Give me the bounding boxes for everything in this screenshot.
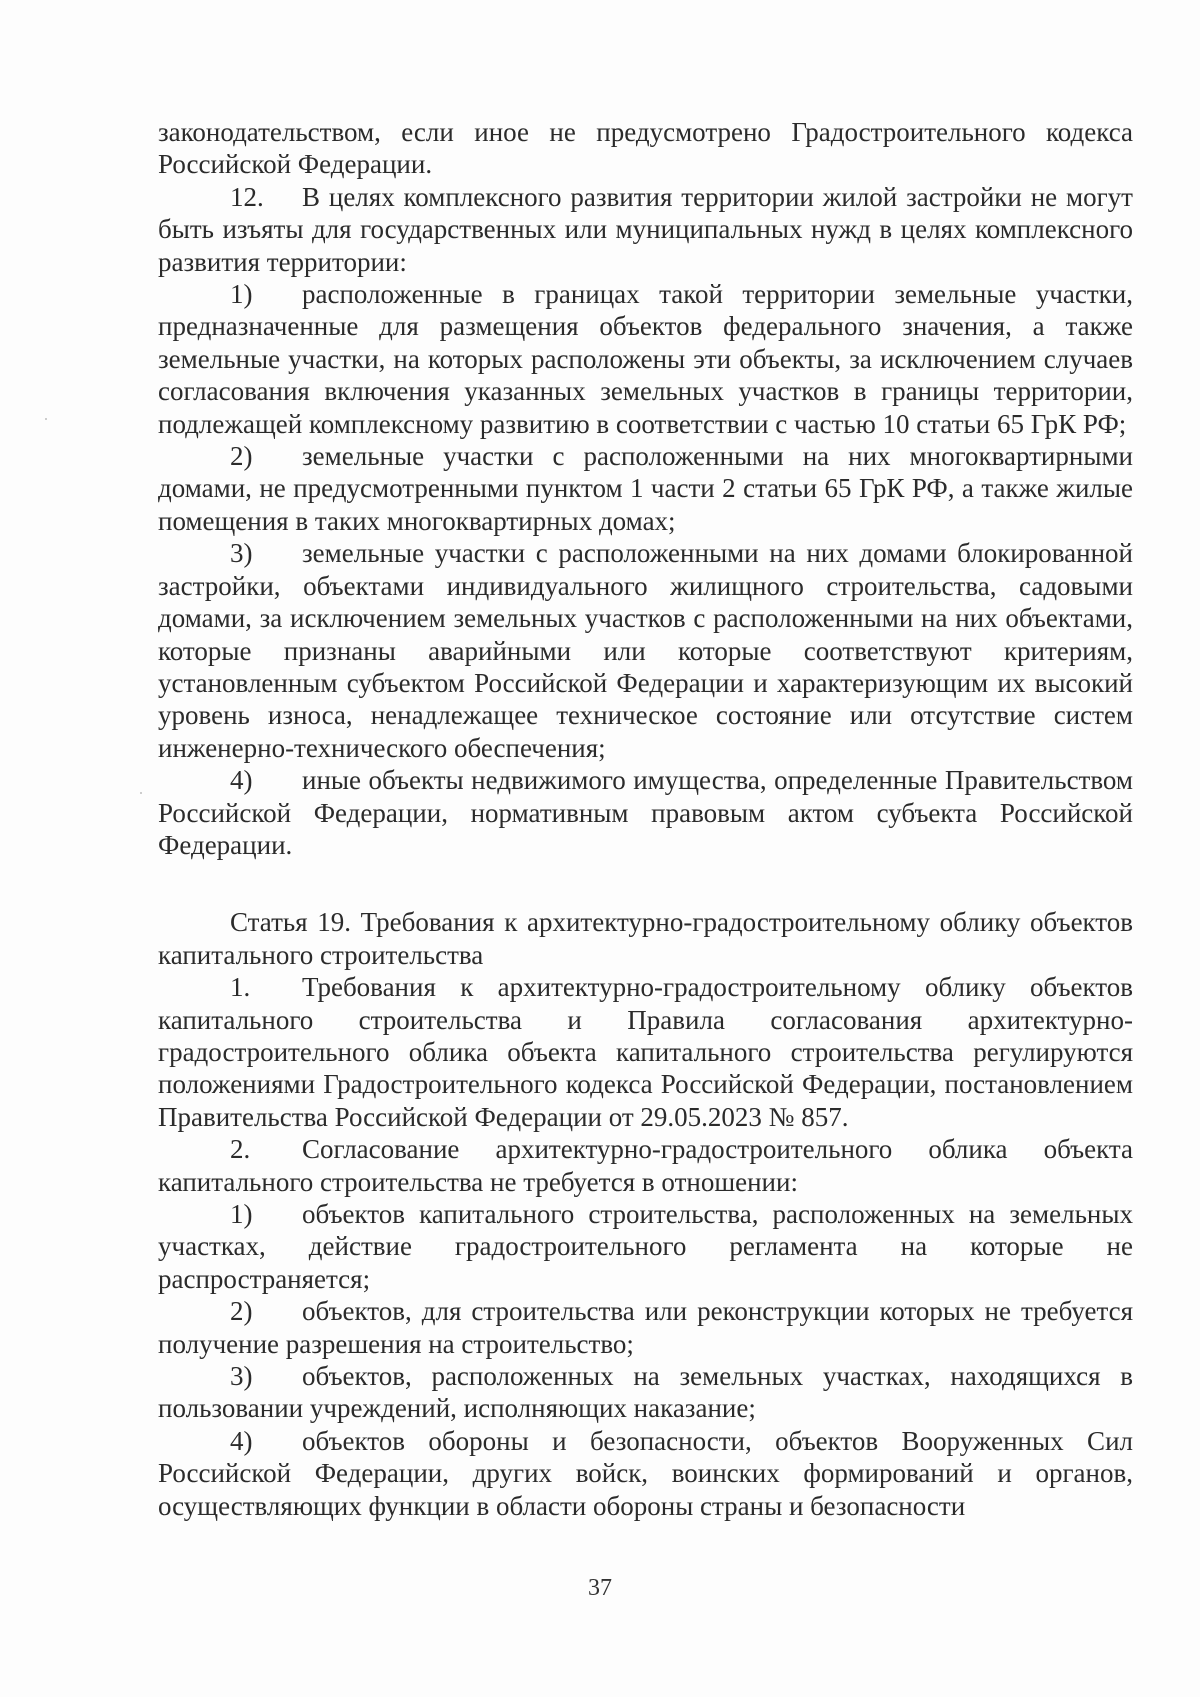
list-item-number: 4)	[230, 765, 253, 796]
list-item-text: земельные участки с расположенными на них многоквартирными домами, не предусмотренными пунктом 1 части 2 статьи 65 ГрК РФ, а также жилые помещения в таких многоквартирных домах;	[158, 441, 1133, 536]
list-item-text: объектов, для строительства или реконструкции которых не требуется получение разрешения на строительство;	[158, 1296, 1133, 1359]
list-item-number: 1)	[230, 1199, 253, 1229]
page-number: 37	[588, 1575, 612, 1601]
list1-item-1	[158, 278, 1133, 440]
document-body	[158, 116, 1133, 1522]
list1-item-3	[158, 537, 1133, 764]
item-text: Согласование архитектурно-градостроительного облика объекта капитального строительства не требуется в отношении:	[158, 1134, 1133, 1197]
article-heading: Статья 19. Требования к архитектурно-градостроительному облику объектов капитального строительства	[158, 907, 1133, 970]
list-item-text: объектов обороны и безопасности, объектов Вооруженных Сил Российской Федерации, других войск, воинских формирований и органов, осуществляющих функции в области обороны страны и безопасности	[158, 1425, 1133, 1521]
list2-item-1	[158, 1198, 1133, 1295]
item-text: Требования к архитектурно-градостроительному облику объектов капитального строительства и Правила согласования архитектурно-градостроительного облика объекта капитального строительства регулируются положениями Градостроительного кодекса Российской Федерации, постановлением Правительства Российской Федерации от 29.05.2023 № 857.	[158, 972, 1133, 1132]
item-text: В целях комплексного развития территории жилой застройки не могут быть изъяты для государственных или муниципальных нужд в целях комплексного развития территории:	[158, 181, 1133, 277]
list-item-text: объектов капитального строительства, расположенных на земельных участках, действие градостроительного регламента на которые не распространяется;	[158, 1199, 1133, 1294]
list-item-number: 1)	[230, 279, 253, 310]
scan-speck	[140, 792, 142, 794]
list-item-number: 3)	[230, 538, 253, 569]
continuation-paragraph: законодательством, если иное не предусмотрено Градостроительного кодекса Российской Федерации.	[158, 117, 1133, 180]
section-gap	[158, 861, 1133, 906]
list1-item-4	[158, 764, 1133, 861]
scan-speck	[45, 418, 47, 420]
list2-item-3	[158, 1360, 1133, 1425]
list2-item-2	[158, 1295, 1133, 1360]
item-2	[158, 1133, 1133, 1198]
list-item-text: объектов, расположенных на земельных участках, находящихся в пользовании учреждений, исполняющих наказание;	[158, 1361, 1133, 1424]
list-item-number: 3)	[230, 1361, 253, 1392]
item-number: 2.	[230, 1134, 251, 1165]
list-item-text: иные объекты недвижимого имущества, определенные Правительством Российской Федерации, нормативным правовым актом субъекта Российской Федерации.	[158, 765, 1133, 860]
item-number: 1.	[230, 972, 251, 1003]
item-12	[158, 181, 1133, 278]
list-item-number: 4)	[230, 1425, 253, 1456]
list-item-text: расположенные в границах такой территории земельные участки, предназначенные для размещения объектов федерального значения, а также земельные участки, на которых расположены эти объекты, за исключением случаев согласования включения указанных земельных участков в границы территории, подлежащей комплексному развитию в соответствии с частью 10 статьи 65 ГрК РФ;	[158, 279, 1133, 439]
item-number: 12.	[230, 181, 264, 212]
list-item-text: земельные участки с расположенными на них домами блокированной застройки, объектами индивидуального жилищного строительства, садовыми домами, за исключением земельных участков с расположенными на них объектами, которые признаны аварийными или которые соответствуют критериям, установленным субъектом Российской Федерации и характеризующим их высокий уровень износа, ненадлежащее техническое состояние или отсутствие систем инженерно-технического обеспечения;	[158, 538, 1133, 763]
list-item-number: 2)	[230, 441, 253, 472]
list1-item-2	[158, 440, 1133, 537]
list-item-number: 2)	[230, 1296, 253, 1327]
list2-item-4	[158, 1425, 1133, 1522]
item-1	[158, 971, 1133, 1133]
